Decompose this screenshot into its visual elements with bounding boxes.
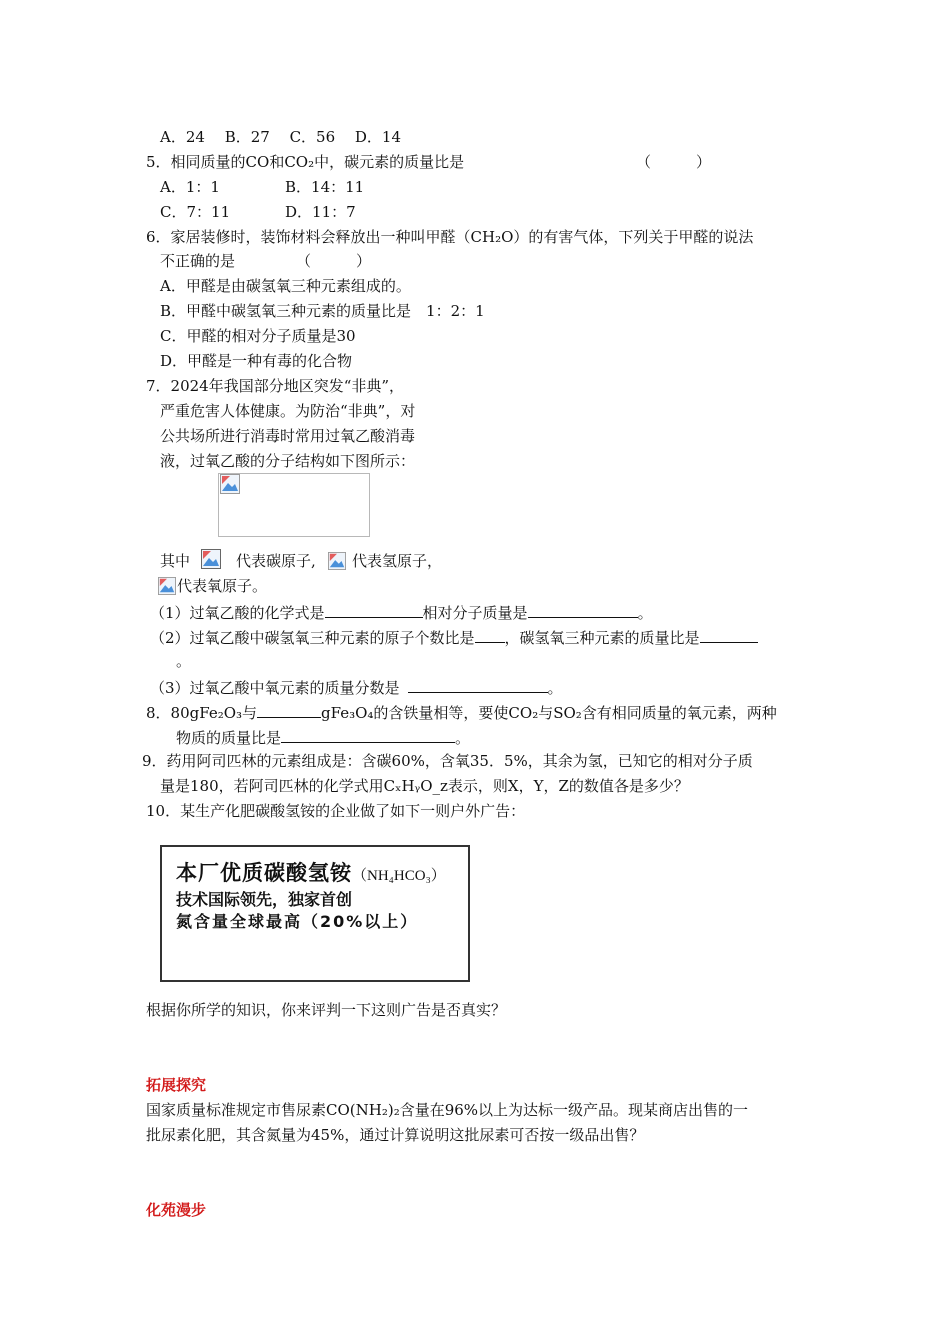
ad-claim-nitrogen: 氮含量全球最高（20%以上）	[176, 912, 419, 931]
q8-mass-blank[interactable]	[257, 701, 321, 718]
extension-line1: 国家质量标准规定市售尿素CO(NH₂)₂含量在96%以上为达标一级产品。现某商店出售的一	[146, 1101, 749, 1119]
extension-line2: 批尿素化肥，其含氮量为45%，通过计算说明这批尿素可否按一级品出售？	[146, 1126, 645, 1144]
q6-option-b: B．甲醛中碳氢氧三种元素的质量比是 1：2：1	[160, 302, 485, 320]
q7-legend-oxygen: 代表氧原子。	[177, 577, 268, 595]
broken-image-icon	[220, 474, 240, 494]
q7-sub3-label: （3）过氧乙酸中氧元素的质量分数是	[150, 679, 400, 697]
q7-mass-blank[interactable]	[528, 601, 638, 618]
q7-mass-fraction-blank[interactable]	[408, 676, 548, 693]
q7-legend-hydrogen: 代表氢原子，	[352, 552, 443, 570]
q7-sub2-end: 。	[176, 652, 192, 670]
q6-answer-paren: （ ）	[296, 252, 372, 270]
q6-option-a: A．甲醛是由碳氢氧三种元素组成的。	[160, 277, 411, 295]
q6-stem-line1: 6．家居装修时，装饰材料会释放出一种叫甲醛（CH₂O）的有害气体，下列关于甲醛的说法	[146, 228, 754, 246]
oxygen-atom-icon	[158, 577, 176, 595]
q9-line1: 9．药用阿司匹林的元素组成是：含碳60%，含氧35．5%，其余为氢，已知它的相对分子质	[142, 752, 753, 770]
q5-option-c: C．7：11	[160, 203, 231, 221]
extension-heading: 拓展探究	[146, 1076, 207, 1094]
q7-legend-prefix: 其中	[160, 552, 191, 570]
q7-sub3	[150, 676, 563, 698]
q7-legend-carbon: 代表碳原子,	[236, 552, 316, 570]
q9-line2: 量是180，若阿司匹林的化学式用CₓHᵧO_z表示，则X，Y，Z的数值各是多少？	[160, 777, 689, 795]
q7-sub2-mass-label: ，碳氢氧三种元素的质量比是	[504, 629, 700, 647]
q8-part-b: gFe₃O₄的含铁量相等，要使CO₂与SO₂含有相同质量的氧元素，两种	[321, 704, 777, 722]
q7-line3: 公共场所进行消毒时常用过氧乙酸消毒	[160, 427, 416, 445]
q8-line2	[176, 726, 470, 748]
q8-ratio-blank[interactable]	[281, 726, 455, 743]
q7-formula-blank[interactable]	[325, 601, 423, 618]
ad-claim-technology: 技术国际领先，独家首创	[176, 890, 353, 909]
q10-question: 根据你所学的知识，你来评判一下这则广告是否真实？	[146, 1001, 507, 1019]
q7-line2: 严重危害人体健康。为防治“非典”，对	[160, 402, 416, 420]
q7-line4: 液，过氧乙酸的分子结构如下图所示：	[160, 452, 416, 470]
ad-title	[176, 857, 446, 887]
carbon-atom-icon	[201, 549, 221, 569]
q6-option-c: C．甲醛的相对分子质量是30	[160, 327, 356, 345]
molecule-diagram-frame	[218, 473, 370, 537]
q5-option-d: D．11：7	[285, 203, 356, 221]
q7-sub2	[150, 626, 758, 648]
q5-answer-paren: （ ）	[636, 153, 712, 171]
q6-stem-line2: 不正确的是	[160, 252, 236, 270]
q5-option-b: B．14：11	[285, 178, 365, 196]
q7-sub1-mass-label: 相对分子质量是	[422, 604, 528, 622]
q6-option-d: D．甲醛是一种有毒的化合物	[160, 352, 353, 370]
q7-sub1-end: 。	[637, 604, 653, 622]
hydrogen-atom-icon	[328, 552, 346, 570]
q7-sub3-end: 。	[547, 679, 563, 697]
q7-atom-ratio-blank[interactable]	[475, 626, 505, 643]
q7-sub1	[150, 601, 653, 623]
q10-stem: 10．某生产化肥碳酸氢铵的企业做了如下一则户外广告：	[146, 802, 526, 820]
q5-option-a: A．1：1	[160, 178, 220, 196]
q7-line1: 7．2024年我国部分地区突发“非典”，	[146, 377, 405, 395]
q7-sub1-formula-label: （1）过氧乙酸的化学式是	[150, 604, 325, 622]
q4-options: A．24 B．27 C．56 D．14	[160, 128, 402, 146]
advertisement-box	[160, 845, 470, 982]
ad-title-text: 本厂优质碳酸氢铵	[176, 861, 352, 885]
q8-line1	[146, 701, 777, 723]
q5-stem: 5．相同质量的CO和CO₂中，碳元素的质量比是	[146, 153, 465, 171]
q8-part-c: 物质的质量比是	[176, 729, 282, 747]
q8-part-a: 8．80gFe₂O₃与	[146, 704, 258, 722]
ad-formula: （NH₄HCO₃）	[352, 868, 446, 884]
q7-mass-ratio-blank[interactable]	[700, 626, 758, 643]
q7-sub2-ratio-label: （2）过氧乙酸中碳氢氧三种元素的原子个数比是	[150, 629, 475, 647]
garden-heading: 化苑漫步	[146, 1201, 207, 1219]
q8-end: 。	[455, 729, 471, 747]
